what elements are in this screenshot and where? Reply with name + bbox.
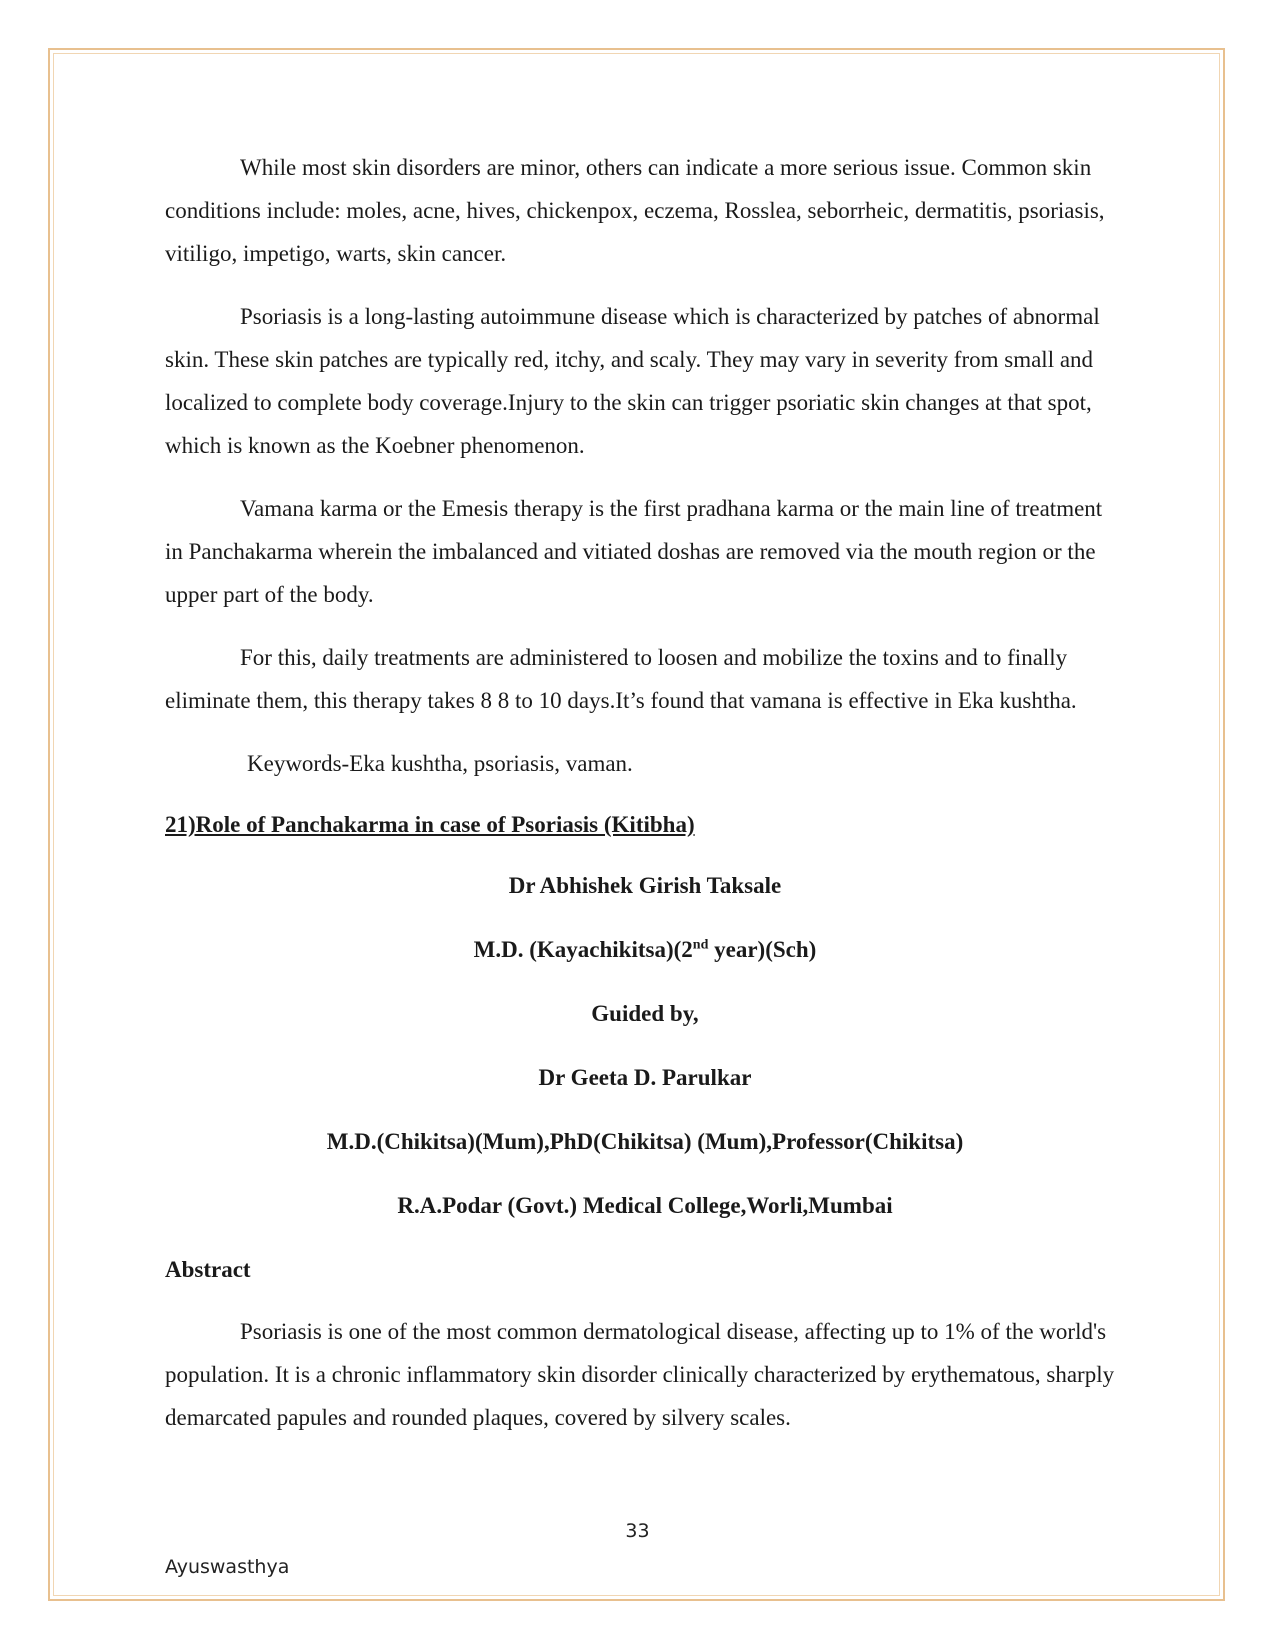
paragraph-skin-disorders: While most skin disorders are minor, others can indicate a more serious issue. Common skin conditions include: moles, acne, hives, chickenpox, eczema, Rosslea, seborrheic, dermatitis, psoriasis, vitiligo, impetigo, warts, skin cancer. bbox=[165, 155, 1105, 266]
institution-name: R.A.Podar (Govt.) Medical College,Worli,Mumbai bbox=[397, 1193, 893, 1218]
abstract-heading: Abstract bbox=[165, 1257, 251, 1282]
section-heading: 21)Role of Panchakarma in case of Psoriasis (Kitibha) bbox=[165, 812, 695, 837]
guided-by-label: Guided by, bbox=[591, 1001, 699, 1026]
keywords-line: Keywords-Eka kushtha, psoriasis, vaman. bbox=[247, 751, 633, 776]
author-degree-prefix: M.D. (Kayachikitsa)(2 bbox=[473, 937, 693, 962]
author-degree bbox=[165, 928, 1125, 971]
footer-journal-name: Ayuswasthya bbox=[165, 1556, 290, 1578]
guide-degree: M.D.(Chikitsa)(Mum),PhD(Chikitsa) (Mum),Professor(Chikitsa) bbox=[326, 1129, 964, 1154]
abstract-text: Psoriasis is one of the most common dermatological disease, affecting up to 1% of the world's population. It is a chronic inflammatory skin disorder clinically characterized by erythematous, sharply demarcated papules and rounded plaques, covered by silvery scales. bbox=[165, 1319, 1115, 1430]
paragraph-daily-treatments: For this, daily treatments are administered to loosen and mobilize the toxins and to finally eliminate them, this therapy takes 8 8 to 10 days.It’s found that vamana is effective in Eka kushtha. bbox=[165, 645, 1077, 713]
author-name: Dr Abhishek Girish Taksale bbox=[508, 873, 782, 898]
paragraph-vamana-karma: Vamana karma or the Emesis therapy is the first pradhana karma or the main line of treatment in Panchakarma wherein the imbalanced and vitiated doshas are removed via the mouth region or the upper part of the body. bbox=[165, 496, 1103, 607]
page-number: 33 bbox=[625, 1520, 650, 1542]
paragraph-psoriasis-definition: Psoriasis is a long-lasting autoimmune disease which is characterized by patches of abnormal skin. These skin patches are typically red, itchy, and scaly. They may vary in severity from small and localized to complete body coverage.Injury to the skin can trigger psoriatic skin changes at that spot, which is known as the Koebner phenomenon. bbox=[165, 304, 1100, 458]
page-content bbox=[165, 146, 1125, 1459]
guide-name: Dr Geeta D. Parulkar bbox=[538, 1065, 752, 1090]
author-degree-suffix: year)(Sch) bbox=[708, 937, 817, 962]
author-degree-superscript: nd bbox=[692, 937, 709, 953]
